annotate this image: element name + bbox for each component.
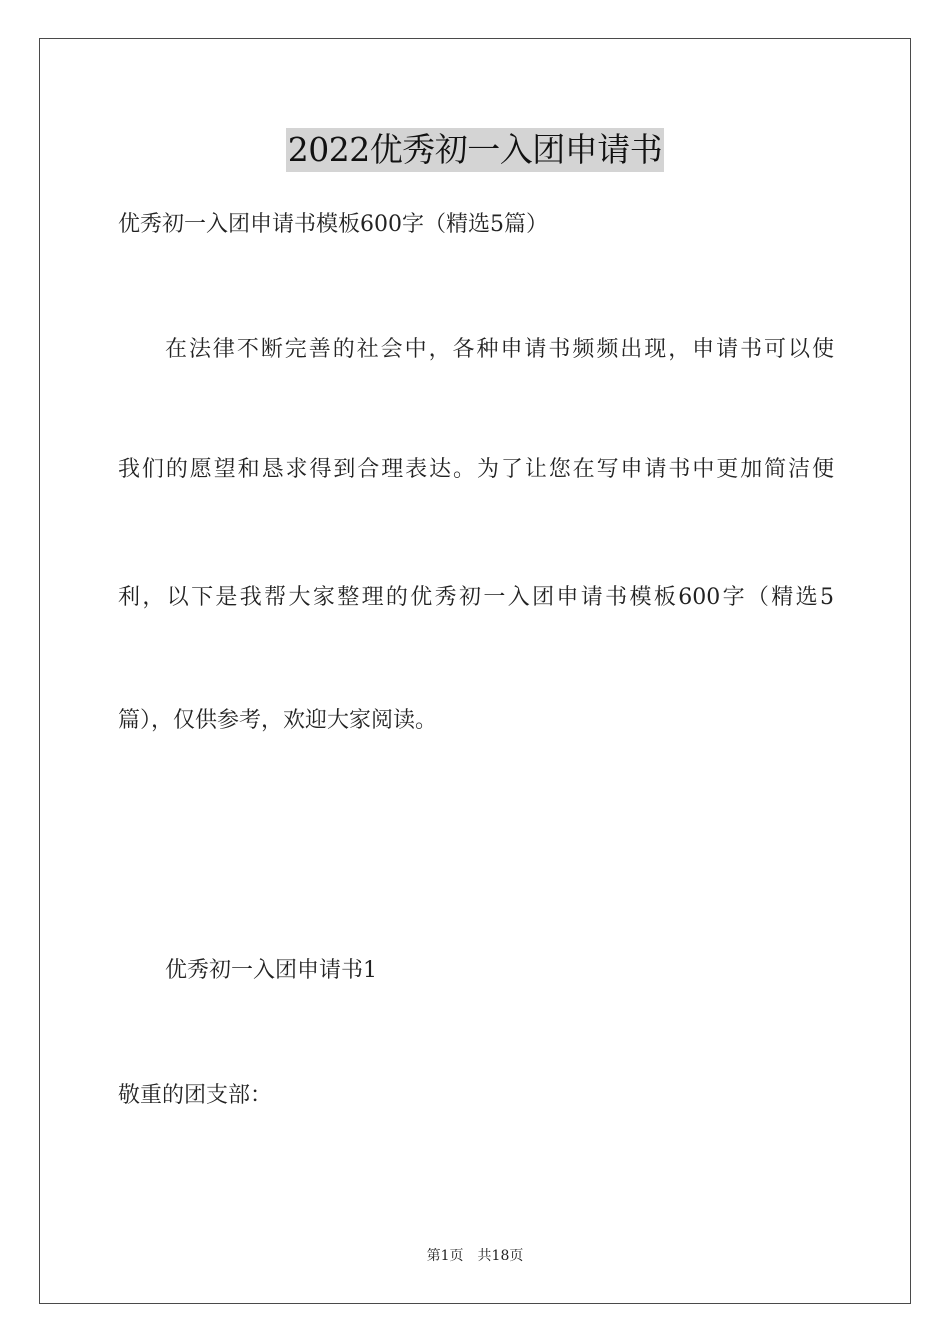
intro-line-3: 利，以下是我帮大家整理的优秀初一入团申请书模板600字（精选5 [118, 585, 834, 610]
section-heading: 优秀初一入团申请书1 [165, 958, 377, 983]
intro-line-4: 篇），仅供参考，欢迎大家阅读。 [118, 708, 438, 733]
page-footer: 第1页 共18页 [426, 1248, 524, 1264]
document-subtitle: 优秀初一入团申请书模板600字（精选5篇） [118, 212, 548, 237]
salutation: 敬重的团支部： [118, 1083, 273, 1108]
document-title: 2022优秀初一入团申请书 [286, 128, 664, 172]
intro-line-1: 在法律不断完善的社会中，各种申请书频频出现，申请书可以使 [165, 337, 834, 362]
intro-line-2: 我们的愿望和恳求得到合理表达。为了让您在写申请书中更加简洁便 [118, 457, 834, 482]
title-container [0, 128, 950, 172]
